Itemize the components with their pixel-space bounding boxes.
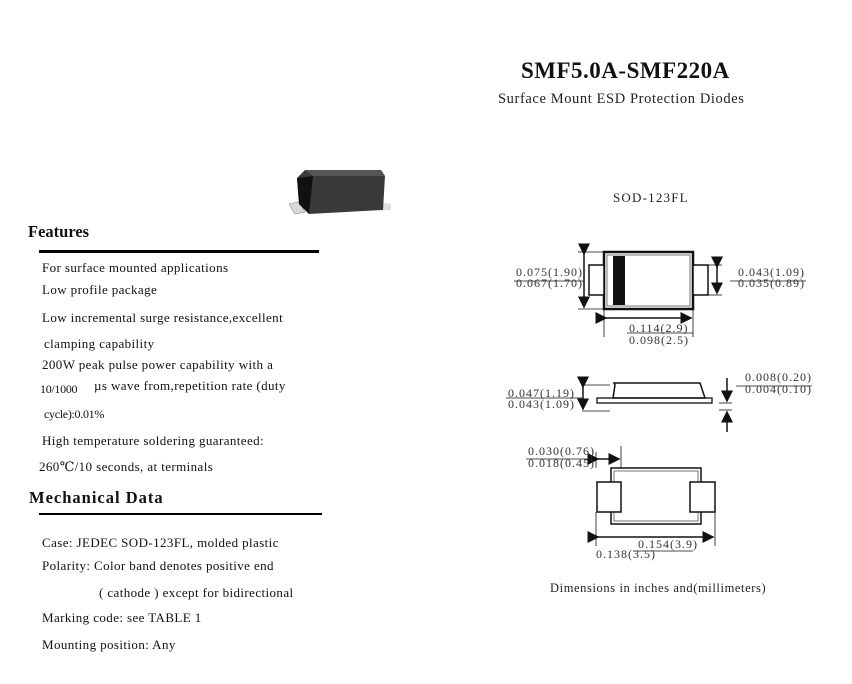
mechanical-heading: Mechanical Data [29, 488, 164, 507]
feature-line: clamping capability [44, 336, 155, 351]
features-rule [39, 250, 319, 253]
feature-line: 200W peak pulse power capability with a [42, 357, 274, 372]
dim-thick-max: 0.047(1.19) [508, 386, 575, 400]
feature-line: Low profile package [42, 282, 158, 297]
mechanical-line: Case: JEDEC SOD-123FL, molded plastic [42, 535, 279, 550]
dim-lead-max: 0.043(1.09) [738, 265, 805, 279]
feature-line: cycle):0.01% [44, 407, 105, 421]
mechanical-line: Marking code: see TABLE 1 [42, 610, 202, 625]
dim-pad-min: 0.018(0.45) [528, 456, 595, 470]
feature-line: µs wave from,repetition rate (duty [94, 378, 286, 393]
feature-line: 260℃/10 seconds, at terminals [39, 459, 214, 474]
dim-total-max: 0.154(3.9) [638, 537, 698, 551]
feature-line: 10/1000 [40, 382, 78, 396]
dim-body-len-min: 0.098(2.5) [629, 333, 689, 347]
mechanical-line: Mounting position: Any [42, 637, 176, 652]
package-label: SOD-123FL [613, 190, 689, 205]
dim-thick-min: 0.043(1.09) [508, 397, 575, 411]
feature-line: Low incremental surge resistance,excellent [42, 310, 284, 325]
features-heading: Features [28, 222, 90, 241]
feature-line: High temperature soldering guaranteed: [42, 433, 265, 448]
dim-body-len-max: 0.114(2.9) [629, 321, 689, 335]
dim-pad-max: 0.030(0.76) [528, 444, 595, 458]
component-photo [285, 162, 397, 224]
dim-height-min: 0.067(1.70) [516, 276, 583, 290]
dimensions-caption: Dimensions in inches and(millimeters) [550, 581, 767, 595]
mechanical-rule [39, 513, 322, 515]
dim-height-max: 0.075(1.90) [516, 265, 583, 279]
dim-lead-thk-max: 0.008(0.20) [745, 370, 812, 384]
dim-lead-min: 0.035(0.89) [738, 276, 805, 290]
page-subtitle: Surface Mount ESD Protection Diodes [498, 91, 745, 107]
dim-lead-thk-min: 0.004(0.10) [745, 382, 812, 396]
page-title: SMF5.0A-SMF220A [521, 58, 730, 83]
feature-line: For surface mounted applications [42, 260, 229, 275]
dim-total-min: 0.138(3.5) [596, 547, 656, 561]
mechanical-line: ( cathode ) except for bidirectional [99, 585, 294, 600]
mechanical-line: Polarity: Color band denotes positive end [42, 558, 274, 573]
